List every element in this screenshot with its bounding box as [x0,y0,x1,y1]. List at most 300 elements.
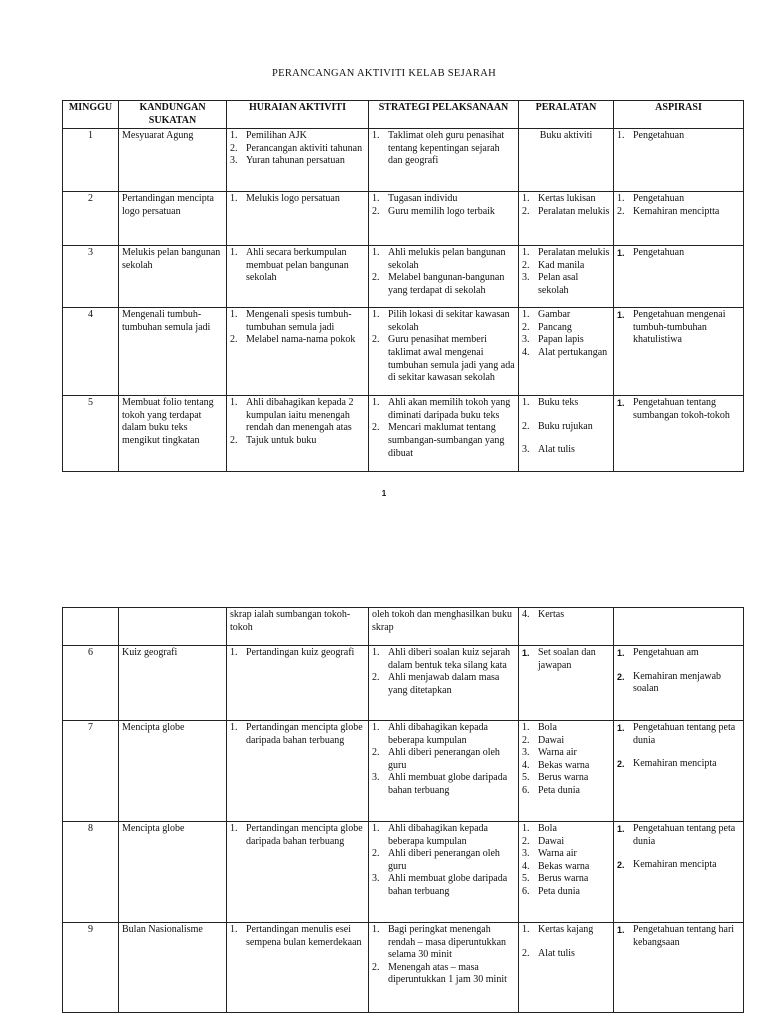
item-number: 5. [522,873,530,885]
item-number: 2. [617,671,625,682]
item-text: Kertas lukisan [538,193,596,205]
item-number: 2. [617,759,625,770]
equipment-item [522,647,610,672]
table-row [63,396,744,472]
table-row [63,822,744,923]
item-number: 3. [522,444,530,456]
equipment-item [522,948,610,961]
activity-cell: skrap ialah sumbangan tokoh-tokoh [227,608,369,646]
equipment-item [522,873,610,886]
item-number: 1. [617,723,625,733]
item-number: 3. [522,848,530,860]
aspiration-list [617,193,740,218]
content-cell: Mesyuarat Agung [119,129,227,192]
item-number: 3. [522,334,530,346]
item-number: 1. [522,924,530,935]
strategy-list [372,193,515,218]
item-number: 2. [522,321,530,333]
item-number: 1. [372,397,380,409]
strategy-cell [369,646,519,721]
activity-item [230,247,365,285]
activity-item [230,130,365,143]
item-text: Ahli dibahagikan kepada 2 kumpulan iaitu menengah rendah dan menengah atas [246,397,354,434]
strategy-item [372,722,515,747]
activity-cell [227,822,369,923]
item-number: 2. [522,420,530,432]
strategy-item [372,873,515,898]
item-number: 1. [230,647,238,658]
item-text: Pemilihan AJK [246,130,307,142]
item-number: 1. [372,647,380,658]
equipment-list [522,193,610,218]
activity-list [230,722,365,747]
item-text: Pertandingan menulis esei sempena bulan kemerdekaan [246,924,362,948]
activity-cell [227,923,369,1013]
item-text: Kemahiran menciptta [633,205,720,217]
header-kandungan-sukatan: KANDUNGAN SUKATAN [119,101,227,129]
aspiration-list [617,823,740,872]
activity-cell [227,308,369,396]
page-number: 1 [381,489,387,498]
equipment-item [522,823,610,836]
item-number: 1. [617,310,625,321]
strategy-item [372,924,515,962]
content-cell: Mencipta globe [119,721,227,822]
equipment-cell [519,192,614,246]
equipment-item [522,444,610,457]
aspiration-item [617,130,740,143]
item-text: Guru memilih logo terbaik [388,205,495,217]
item-number: 2. [230,142,238,154]
item-text: Taklimat oleh guru penasihat tentang kepentingan sejarah dan geografi [388,130,505,167]
activity-item [230,155,365,168]
item-text: Melabel nama-nama pokok [246,334,356,346]
strategy-cell [369,822,519,923]
content-cell: Pertandingan mencipta logo persatuan [119,192,227,246]
table-row [63,608,744,646]
equipment-item [522,347,610,360]
equipment-item [522,886,610,899]
item-number: 2. [617,860,625,871]
item-number: 1. [617,193,625,205]
item-number: 1. [522,722,530,733]
item-text: Pancang [538,321,572,333]
item-number: 1. [617,130,625,142]
strategy-cell [369,308,519,396]
item-number: 3. [522,747,530,759]
item-text: Yuran tahunan persatuan [246,155,345,167]
aspiration-cell [614,822,744,923]
strategy-cell: oleh tokoh dan menghasilkan buku skrap [369,608,519,646]
item-number: 1. [522,648,530,658]
aspiration-item [617,924,740,949]
item-text: Alat tulis [538,947,575,959]
item-text: Pertandingan mencipta globe daripada bahan terbuang [246,722,363,746]
item-number: 4. [522,759,530,771]
aspiration-cell [614,923,744,1013]
equipment-item [522,260,610,273]
week-cell: 4 [63,308,119,396]
item-text: Alat tulis [538,444,575,456]
item-number: 1. [617,925,625,935]
item-number: 1. [522,823,530,834]
equipment-item [522,735,610,748]
item-text: Melabel bangunan-bangunan yang terdapat di sekolah [388,272,505,296]
aspiration-cell [614,308,744,396]
item-text: Menengah atas – masa diperuntukkan 1 jam 30 minit [388,961,507,986]
aspiration-item [617,647,740,660]
item-text: Kemahiran menjawab soalan [633,670,722,695]
item-text: Ahli dibahagikan kepada beberapa kumpulan [388,823,488,847]
item-number: 4. [522,609,530,620]
item-text: Pengetahuan am [633,647,699,658]
item-text: Peralatan melukis [538,205,610,217]
content-cell: Bulan Nasionalisme [119,923,227,1013]
item-number: 2. [522,205,530,217]
item-number: 2. [522,734,530,746]
item-number: 1. [522,309,530,321]
aspiration-item [617,206,740,219]
item-text: Pengetahuan tentang peta dunia [633,823,736,847]
activity-cell [227,129,369,192]
header-huraian-aktiviti: HURAIAN AKTIVITI [227,101,369,129]
item-number: 3. [372,772,380,784]
equipment-item [522,309,610,322]
activity-list [230,823,365,848]
item-text: Guru penasihat memberi taklimat awal mengenai tumbuhan semula jadi yang ada di sekitar kawasan sekolah [388,334,515,384]
equipment-item [522,861,610,874]
item-number: 1. [230,130,238,142]
item-text: Berus warna [538,772,589,784]
week-cell: 7 [63,721,119,822]
aspiration-item [617,758,740,771]
equipment-item [522,772,610,785]
content-cell: Membuat folio tentang tokoh yang terdapat dalam buku teks mengikut tingkatan [119,396,227,472]
item-text: Pengetahuan mengenai tumbuh-tumbuhan khatulistiwa [633,309,726,346]
aspiration-list [617,247,740,260]
aspiration-list [617,647,740,696]
item-text: Ahli diberi soalan kuiz sejarah dalam bentuk teka silang kata [388,647,511,671]
item-number: 2. [372,422,380,434]
item-text: Ahli dibahagikan kepada beberapa kumpulan [388,722,488,746]
item-number: 2. [372,205,380,217]
item-text: Ahli membuat globe daripada bahan terbuang [388,772,508,796]
aspiration-cell [614,396,744,472]
equipment-cell [519,822,614,923]
table-row [63,646,744,721]
activity-item [230,823,365,848]
table-row [63,129,744,192]
item-number: 2. [522,947,530,959]
aspiration-list [617,397,740,422]
item-text: Bola [538,722,557,733]
item-text: Kertas kajang [538,924,594,935]
strategy-item [372,747,515,772]
equipment-item [522,609,610,622]
item-text: Ahli secara berkumpulan membuat pelan bangunan sekolah [246,247,349,284]
item-number: 2. [522,835,530,847]
strategy-list [372,924,515,987]
item-number: 1. [230,397,238,409]
item-text: Papan lapis [538,334,584,346]
activity-item [230,924,365,949]
table-row [63,246,744,308]
equipment-item [522,836,610,849]
aspiration-item [617,193,740,206]
strategy-item [372,397,515,422]
equipment-list [522,647,610,672]
aspiration-item [617,247,740,260]
item-text: Warna air [538,747,577,759]
equipment-item [522,193,610,206]
aspiration-item [617,859,740,872]
content-cell: Mengenali tumbuh-tumbuhan semula jadi [119,308,227,396]
activity-item [230,435,365,448]
equipment-list [522,823,610,899]
item-number: 4. [522,860,530,872]
item-text: Bagi peringkat menengah rendah – masa diperuntukkan selama 30 minit [388,924,507,961]
equipment-list [522,247,610,297]
item-number: 4. [522,346,530,358]
item-number: 1. [617,648,625,658]
equipment-cell [519,246,614,308]
activity-item [230,647,365,660]
item-text: Warna air [538,848,577,860]
item-text: Ahli menjawab dalam masa yang ditetapkan [388,672,500,696]
item-number: 1. [230,247,238,259]
equipment-list [522,609,610,622]
header-minggu: MINGGU [63,101,119,129]
item-number: 3. [230,155,238,167]
item-text: Kertas [538,609,565,620]
table-row [63,308,744,396]
week-cell: 2 [63,192,119,246]
item-text: Pengetahuan tentang hari kebangsaan [633,924,735,948]
strategy-item [372,193,515,206]
strategy-list [372,130,515,168]
item-text: Pengetahuan [633,193,685,205]
item-text: Bekas warna [538,860,590,872]
activity-list [230,130,365,168]
week-cell: 9 [63,923,119,1013]
item-text: Kad manila [538,259,585,271]
equipment-cell [519,646,614,721]
equipment-list [522,924,610,960]
aspiration-list [617,924,740,949]
activity-item [230,193,365,206]
item-text: Pertandingan mencipta globe daripada bahan terbuang [246,823,363,847]
item-number: 1. [230,823,238,834]
week-cell: 3 [63,246,119,308]
item-number: 1. [522,193,530,205]
item-text: Kemahiran mencipta [633,859,717,871]
equipment-item [522,247,610,260]
equipment-item [522,722,610,735]
equipment-cell [519,396,614,472]
strategy-item [372,334,515,384]
item-text: Melukis logo persatuan [246,193,340,205]
item-text: Mencari maklumat tentang sumbangan-sumbangan yang dibuat [388,422,505,459]
activity-cell [227,721,369,822]
aspiration-item [617,671,740,696]
item-text: Ahli membuat globe daripada bahan terbuang [388,873,508,897]
activity-list [230,647,365,660]
table-row [63,721,744,822]
strategy-item [372,422,515,460]
strategy-cell [369,923,519,1013]
item-number: 1. [617,248,625,259]
activity-list [230,924,365,949]
equipment-item [522,334,610,347]
activity-table-page-1 [62,100,744,472]
item-text: Peta dunia [538,885,580,897]
item-text: Peralatan melukis [538,247,610,259]
item-number: 2. [230,334,238,346]
item-number: 1. [372,722,380,733]
item-text: Dawai [538,734,565,746]
item-text: Pilih lokasi di sekitar kawasan sekolah [388,309,510,333]
item-text: Pengetahuan [633,247,685,259]
item-text: Dawai [538,835,565,847]
item-number: 1. [617,824,625,834]
header-aspirasi: ASPIRASI [614,101,744,129]
item-number: 2. [372,272,380,284]
activity-cell [227,192,369,246]
content-cell: Melukis pelan bangunan sekolah [119,246,227,308]
item-text: Ahli diberi penerangan oleh guru [388,848,500,872]
item-text: Alat pertukangan [538,346,608,358]
equipment-list [522,722,610,798]
aspiration-item [617,722,740,747]
equipment-item [522,760,610,773]
item-text: Peta dunia [538,784,580,796]
equipment-item [522,421,610,434]
aspiration-list [617,309,740,347]
item-text: Pengetahuan tentang sumbangan tokoh-tokoh [633,397,730,421]
item-number: 1. [230,924,238,935]
item-number: 1. [230,193,238,205]
item-text: Ahli melukis pelan bangunan sekolah [388,247,506,271]
item-text: Tajuk untuk buku [246,434,317,446]
strategy-cell [369,192,519,246]
item-text: Buku rujukan [538,420,593,432]
item-text: Ahli akan memilih tokoh yang diminati daripada buku teks [388,397,511,421]
week-cell: 5 [63,396,119,472]
equipment-list [522,397,610,457]
activity-item [230,722,365,747]
item-number: 2. [230,434,238,446]
activity-list [230,247,365,285]
item-text: Tugasan individu [388,193,458,205]
item-text: Pengetahuan [633,130,685,142]
item-number: 1. [522,397,530,409]
activity-item [230,143,365,156]
activity-cell [227,246,369,308]
equipment-cell: Buku aktiviti [519,129,614,192]
content-cell: Kuiz geografi [119,646,227,721]
strategy-item [372,823,515,848]
item-number: 1. [230,722,238,733]
item-text: Bola [538,823,557,834]
item-number: 1. [617,398,625,409]
activity-cell [227,396,369,472]
strategy-item [372,647,515,672]
aspiration-cell [614,129,744,192]
item-number: 3. [522,272,530,284]
item-number: 2. [617,205,625,217]
week-cell: 6 [63,646,119,721]
aspiration-cell [614,192,744,246]
week-cell: 1 [63,129,119,192]
strategy-list [372,309,515,385]
activity-cell [227,646,369,721]
item-number: 1. [372,247,380,259]
equipment-item [522,848,610,861]
activity-list [230,193,365,206]
aspiration-item [617,823,740,848]
strategy-item [372,848,515,873]
item-number: 1. [372,823,380,834]
equipment-item [522,785,610,798]
equipment-item [522,924,610,937]
header-strategi-pelaksanaan: STRATEGI PELAKSANAAN [369,101,519,129]
item-number: 6. [522,784,530,796]
table-row [63,923,744,1013]
item-number: 2. [372,961,380,973]
item-text: Berus warna [538,873,589,885]
aspiration-cell [614,721,744,822]
item-text: Pelan asal sekolah [538,272,579,296]
activity-table-page-2 [62,607,744,1013]
item-text: Bekas warna [538,759,590,771]
strategy-list [372,823,515,899]
aspiration-list [617,722,740,771]
item-number: 2. [372,334,380,346]
week-cell: 8 [63,822,119,923]
item-text: Set soalan dan jawapan [538,647,596,671]
aspiration-cell [614,646,744,721]
strategy-list [372,647,515,697]
item-number: 3. [372,873,380,885]
equipment-cell [519,721,614,822]
strategy-list [372,397,515,460]
aspiration-cell [614,246,744,308]
strategy-item [372,962,515,987]
item-number: 1. [372,309,380,321]
item-text: Kemahiran mencipta [633,758,717,770]
strategy-item [372,672,515,697]
item-number: 1. [372,193,380,205]
item-number: 2. [372,672,380,684]
equipment-cell [519,923,614,1013]
aspiration-item [617,397,740,422]
item-number: 5. [522,772,530,784]
strategy-item [372,309,515,334]
item-text: Perancangan aktiviti tahunan [246,142,363,154]
strategy-item [372,206,515,219]
item-number: 2. [372,848,380,860]
strategy-cell [369,246,519,308]
activity-list [230,309,365,347]
strategy-cell [369,129,519,192]
equipment-item [522,397,610,410]
aspiration-item [617,309,740,347]
equipment-list [522,309,610,359]
item-number: 2. [372,747,380,759]
aspiration-list [617,130,740,143]
strategy-item [372,772,515,797]
strategy-cell [369,721,519,822]
